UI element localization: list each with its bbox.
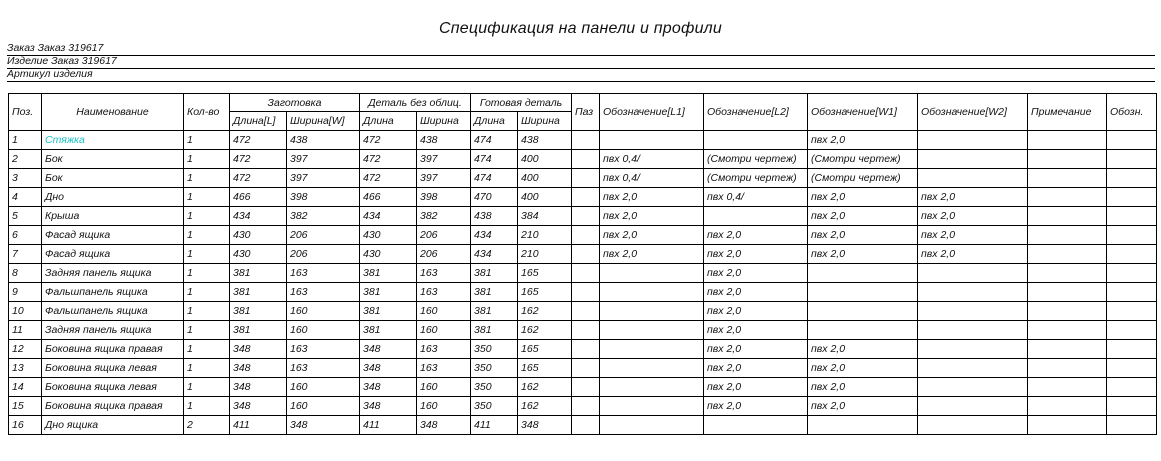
header-blank: Заготовка xyxy=(230,94,360,112)
cell-note xyxy=(1028,321,1107,340)
cell-w2 xyxy=(918,416,1028,435)
cell-finished-width: 162 xyxy=(518,321,572,340)
cell-l1 xyxy=(600,359,704,378)
header-blank-width: Ширина[W] xyxy=(287,112,360,131)
cell-qty: 1 xyxy=(184,131,230,150)
cell-name: Дно ящика xyxy=(42,416,184,435)
cell-l2: пвх 2,0 xyxy=(704,245,808,264)
cell-blank-width: 206 xyxy=(287,226,360,245)
cell-w2: пвх 2,0 xyxy=(918,188,1028,207)
cell-finished-length: 381 xyxy=(471,264,518,283)
cell-detail-length: 348 xyxy=(360,397,417,416)
header-blank-length: Длина[L] xyxy=(230,112,287,131)
header-pos: Поз. xyxy=(9,94,42,131)
cell-blank-width: 160 xyxy=(287,321,360,340)
cell-qty: 1 xyxy=(184,226,230,245)
cell-l2 xyxy=(704,207,808,226)
header-mark: Обозн. xyxy=(1107,94,1157,131)
cell-detail-width: 163 xyxy=(417,264,471,283)
product-label: Изделие Заказ 319617 xyxy=(7,55,117,67)
cell-blank-width: 206 xyxy=(287,245,360,264)
cell-finished-width: 165 xyxy=(518,283,572,302)
cell-mark xyxy=(1107,245,1157,264)
cell-blank-width: 397 xyxy=(287,169,360,188)
cell-w2 xyxy=(918,321,1028,340)
cell-detail-width: 397 xyxy=(417,150,471,169)
cell-blank-length: 348 xyxy=(230,359,287,378)
cell-finished-length: 474 xyxy=(471,169,518,188)
cell-qty: 1 xyxy=(184,188,230,207)
cell-finished-length: 350 xyxy=(471,340,518,359)
cell-finished-length: 381 xyxy=(471,302,518,321)
cell-note xyxy=(1028,226,1107,245)
cell-mark xyxy=(1107,150,1157,169)
cell-finished-width: 165 xyxy=(518,264,572,283)
cell-name: Бок xyxy=(42,169,184,188)
specification-table xyxy=(8,93,1157,435)
cell-note xyxy=(1028,188,1107,207)
cell-l1 xyxy=(600,416,704,435)
cell-l1 xyxy=(600,321,704,340)
cell-detail-width: 206 xyxy=(417,245,471,264)
table-row xyxy=(9,416,1157,435)
header-name: Наименование xyxy=(42,94,184,131)
header-l1: Обозначение[L1] xyxy=(600,94,704,131)
cell-blank-length: 381 xyxy=(230,302,287,321)
cell-groove xyxy=(572,378,600,397)
cell-note xyxy=(1028,169,1107,188)
cell-finished-width: 162 xyxy=(518,302,572,321)
cell-pos: 11 xyxy=(9,321,42,340)
cell-detail-width: 163 xyxy=(417,359,471,378)
cell-detail-width: 382 xyxy=(417,207,471,226)
cell-groove xyxy=(572,207,600,226)
header-note: Примечание xyxy=(1028,94,1107,131)
cell-groove xyxy=(572,359,600,378)
cell-qty: 1 xyxy=(184,264,230,283)
cell-mark xyxy=(1107,207,1157,226)
cell-note xyxy=(1028,283,1107,302)
cell-w1: пвх 2,0 xyxy=(808,226,918,245)
cell-mark xyxy=(1107,131,1157,150)
order-line xyxy=(7,42,1155,56)
cell-w2 xyxy=(918,378,1028,397)
cell-finished-width: 438 xyxy=(518,131,572,150)
cell-l1: пвх 0,4/ xyxy=(600,169,704,188)
cell-l1: пвх 2,0 xyxy=(600,245,704,264)
cell-detail-length: 430 xyxy=(360,226,417,245)
cell-w1: (Смотри чертеж) xyxy=(808,169,918,188)
cell-blank-width: 163 xyxy=(287,340,360,359)
cell-blank-width: 163 xyxy=(287,359,360,378)
cell-blank-width: 160 xyxy=(287,302,360,321)
header-w1: Обозначение[W1] xyxy=(808,94,918,131)
table-row xyxy=(9,207,1157,226)
cell-l2: (Смотри чертеж) xyxy=(704,169,808,188)
cell-finished-width: 400 xyxy=(518,150,572,169)
cell-blank-width: 160 xyxy=(287,378,360,397)
cell-pos: 6 xyxy=(9,226,42,245)
cell-detail-width: 397 xyxy=(417,169,471,188)
cell-pos: 5 xyxy=(9,207,42,226)
cell-pos: 13 xyxy=(9,359,42,378)
header-finished-width: Ширина xyxy=(518,112,572,131)
cell-finished-length: 350 xyxy=(471,397,518,416)
cell-finished-length: 434 xyxy=(471,245,518,264)
cell-l2: пвх 2,0 xyxy=(704,302,808,321)
cell-detail-length: 430 xyxy=(360,245,417,264)
cell-detail-length: 348 xyxy=(360,359,417,378)
header-finished-length: Длина xyxy=(471,112,518,131)
table-row xyxy=(9,359,1157,378)
header-groove: Паз xyxy=(572,94,600,131)
cell-finished-width: 210 xyxy=(518,245,572,264)
cell-w1 xyxy=(808,264,918,283)
cell-groove xyxy=(572,416,600,435)
cell-note xyxy=(1028,245,1107,264)
cell-finished-width: 400 xyxy=(518,169,572,188)
cell-l1: пвх 2,0 xyxy=(600,207,704,226)
cell-detail-length: 348 xyxy=(360,378,417,397)
cell-qty: 1 xyxy=(184,340,230,359)
cell-l1: пвх 0,4/ xyxy=(600,150,704,169)
cell-groove xyxy=(572,321,600,340)
cell-w2 xyxy=(918,169,1028,188)
cell-blank-length: 472 xyxy=(230,150,287,169)
cell-w1: пвх 2,0 xyxy=(808,188,918,207)
cell-w2 xyxy=(918,264,1028,283)
cell-name: Крыша xyxy=(42,207,184,226)
cell-groove xyxy=(572,188,600,207)
cell-blank-length: 381 xyxy=(230,264,287,283)
cell-name: Бок xyxy=(42,150,184,169)
cell-detail-width: 160 xyxy=(417,321,471,340)
cell-mark xyxy=(1107,397,1157,416)
cell-name: Фасад ящика xyxy=(42,226,184,245)
cell-qty: 1 xyxy=(184,397,230,416)
cell-mark xyxy=(1107,416,1157,435)
cell-groove xyxy=(572,245,600,264)
cell-finished-length: 474 xyxy=(471,131,518,150)
document-title: Спецификация на панели и профили xyxy=(439,20,722,37)
cell-note xyxy=(1028,302,1107,321)
cell-w1: пвх 2,0 xyxy=(808,207,918,226)
cell-note xyxy=(1028,131,1107,150)
header-detail-length: Длина xyxy=(360,112,417,131)
cell-finished-width: 162 xyxy=(518,397,572,416)
cell-mark xyxy=(1107,378,1157,397)
cell-l2: пвх 2,0 xyxy=(704,397,808,416)
cell-blank-length: 381 xyxy=(230,283,287,302)
cell-note xyxy=(1028,359,1107,378)
cell-w2 xyxy=(918,359,1028,378)
cell-blank-width: 163 xyxy=(287,264,360,283)
table-row xyxy=(9,283,1157,302)
cell-w1 xyxy=(808,283,918,302)
order-label: Заказ Заказ 319617 xyxy=(7,42,104,54)
cell-w2 xyxy=(918,283,1028,302)
cell-finished-width: 384 xyxy=(518,207,572,226)
cell-mark xyxy=(1107,283,1157,302)
cell-w2 xyxy=(918,150,1028,169)
cell-mark xyxy=(1107,302,1157,321)
cell-groove xyxy=(572,226,600,245)
cell-pos: 14 xyxy=(9,378,42,397)
cell-w1 xyxy=(808,321,918,340)
cell-groove xyxy=(572,397,600,416)
header-qty: Кол-во xyxy=(184,94,230,131)
cell-detail-length: 472 xyxy=(360,150,417,169)
cell-detail-length: 381 xyxy=(360,283,417,302)
cell-detail-width: 398 xyxy=(417,188,471,207)
cell-blank-width: 398 xyxy=(287,188,360,207)
cell-l1: пвх 2,0 xyxy=(600,188,704,207)
cell-finished-length: 438 xyxy=(471,207,518,226)
cell-w2: пвх 2,0 xyxy=(918,207,1028,226)
cell-finished-length: 350 xyxy=(471,359,518,378)
cell-qty: 2 xyxy=(184,416,230,435)
table-row xyxy=(9,340,1157,359)
cell-finished-length: 434 xyxy=(471,226,518,245)
cell-detail-length: 348 xyxy=(360,340,417,359)
cell-w2 xyxy=(918,131,1028,150)
cell-qty: 1 xyxy=(184,359,230,378)
cell-blank-width: 397 xyxy=(287,150,360,169)
cell-l1 xyxy=(600,283,704,302)
table-row xyxy=(9,321,1157,340)
cell-name: Фальшпанель ящика xyxy=(42,302,184,321)
cell-blank-length: 348 xyxy=(230,378,287,397)
cell-w2 xyxy=(918,340,1028,359)
cell-name-link[interactable]: Стяжка xyxy=(42,131,184,150)
cell-l2: пвх 2,0 xyxy=(704,283,808,302)
cell-note xyxy=(1028,397,1107,416)
cell-pos: 9 xyxy=(9,283,42,302)
table-row xyxy=(9,302,1157,321)
cell-l2: пвх 0,4/ xyxy=(704,188,808,207)
cell-pos: 12 xyxy=(9,340,42,359)
cell-mark xyxy=(1107,340,1157,359)
cell-blank-length: 430 xyxy=(230,226,287,245)
cell-blank-length: 430 xyxy=(230,245,287,264)
cell-groove xyxy=(572,150,600,169)
cell-blank-length: 466 xyxy=(230,188,287,207)
cell-detail-width: 160 xyxy=(417,302,471,321)
cell-blank-length: 472 xyxy=(230,169,287,188)
cell-blank-length: 411 xyxy=(230,416,287,435)
cell-detail-length: 472 xyxy=(360,169,417,188)
table-row xyxy=(9,169,1157,188)
cell-l1 xyxy=(600,302,704,321)
cell-l1 xyxy=(600,340,704,359)
cell-w1: пвх 2,0 xyxy=(808,378,918,397)
cell-finished-length: 474 xyxy=(471,150,518,169)
cell-blank-length: 348 xyxy=(230,397,287,416)
cell-pos: 10 xyxy=(9,302,42,321)
cell-note xyxy=(1028,207,1107,226)
cell-pos: 7 xyxy=(9,245,42,264)
cell-l2 xyxy=(704,416,808,435)
cell-detail-width: 160 xyxy=(417,397,471,416)
cell-w1: пвх 2,0 xyxy=(808,359,918,378)
cell-name: Дно xyxy=(42,188,184,207)
cell-blank-width: 438 xyxy=(287,131,360,150)
cell-w2: пвх 2,0 xyxy=(918,226,1028,245)
cell-l2: пвх 2,0 xyxy=(704,378,808,397)
cell-l2: пвх 2,0 xyxy=(704,226,808,245)
cell-finished-length: 411 xyxy=(471,416,518,435)
cell-w1: пвх 2,0 xyxy=(808,340,918,359)
cell-pos: 2 xyxy=(9,150,42,169)
cell-l2: пвх 2,0 xyxy=(704,321,808,340)
cell-qty: 1 xyxy=(184,245,230,264)
cell-detail-length: 466 xyxy=(360,188,417,207)
cell-finished-width: 348 xyxy=(518,416,572,435)
cell-groove xyxy=(572,340,600,359)
cell-name: Боковина ящика правая xyxy=(42,340,184,359)
cell-w1 xyxy=(808,302,918,321)
cell-w2 xyxy=(918,302,1028,321)
table-row xyxy=(9,264,1157,283)
cell-pos: 8 xyxy=(9,264,42,283)
cell-name: Задняя панель ящика xyxy=(42,264,184,283)
cell-blank-length: 348 xyxy=(230,340,287,359)
cell-finished-length: 470 xyxy=(471,188,518,207)
header-finished: Готовая деталь xyxy=(471,94,572,112)
cell-detail-width: 438 xyxy=(417,131,471,150)
cell-finished-width: 210 xyxy=(518,226,572,245)
cell-pos: 16 xyxy=(9,416,42,435)
cell-blank-length: 434 xyxy=(230,207,287,226)
cell-finished-width: 162 xyxy=(518,378,572,397)
cell-blank-width: 160 xyxy=(287,397,360,416)
cell-detail-width: 160 xyxy=(417,378,471,397)
header-detail: Деталь без облиц. xyxy=(360,94,471,112)
cell-detail-width: 163 xyxy=(417,340,471,359)
article-label: Артикул изделия xyxy=(7,68,93,80)
cell-finished-width: 400 xyxy=(518,188,572,207)
table-row xyxy=(9,378,1157,397)
cell-groove xyxy=(572,283,600,302)
cell-w1 xyxy=(808,416,918,435)
cell-blank-width: 163 xyxy=(287,283,360,302)
table-row xyxy=(9,226,1157,245)
cell-l1 xyxy=(600,397,704,416)
cell-l2: (Смотри чертеж) xyxy=(704,150,808,169)
cell-w1: пвх 2,0 xyxy=(808,131,918,150)
cell-finished-width: 165 xyxy=(518,359,572,378)
cell-qty: 1 xyxy=(184,302,230,321)
cell-w1: пвх 2,0 xyxy=(808,245,918,264)
cell-qty: 1 xyxy=(184,150,230,169)
cell-finished-length: 381 xyxy=(471,321,518,340)
cell-finished-width: 165 xyxy=(518,340,572,359)
table-row xyxy=(9,150,1157,169)
cell-mark xyxy=(1107,359,1157,378)
cell-groove xyxy=(572,131,600,150)
article-line xyxy=(7,68,1155,82)
header-detail-width: Ширина xyxy=(417,112,471,131)
cell-l1 xyxy=(600,131,704,150)
cell-note xyxy=(1028,150,1107,169)
cell-qty: 1 xyxy=(184,207,230,226)
cell-blank-width: 348 xyxy=(287,416,360,435)
cell-w1: пвх 2,0 xyxy=(808,397,918,416)
cell-w2 xyxy=(918,397,1028,416)
cell-note xyxy=(1028,264,1107,283)
cell-detail-width: 206 xyxy=(417,226,471,245)
cell-blank-length: 472 xyxy=(230,131,287,150)
cell-l2: пвх 2,0 xyxy=(704,340,808,359)
cell-l2: пвх 2,0 xyxy=(704,359,808,378)
cell-note xyxy=(1028,378,1107,397)
cell-pos: 1 xyxy=(9,131,42,150)
cell-groove xyxy=(572,264,600,283)
cell-detail-length: 381 xyxy=(360,264,417,283)
cell-mark xyxy=(1107,169,1157,188)
cell-mark xyxy=(1107,188,1157,207)
cell-finished-length: 381 xyxy=(471,283,518,302)
table-row xyxy=(9,245,1157,264)
cell-detail-length: 381 xyxy=(360,302,417,321)
product-line xyxy=(7,55,1155,69)
cell-mark xyxy=(1107,321,1157,340)
cell-l1 xyxy=(600,378,704,397)
cell-name: Задняя панель ящика xyxy=(42,321,184,340)
cell-qty: 1 xyxy=(184,378,230,397)
cell-note xyxy=(1028,340,1107,359)
cell-l1: пвх 2,0 xyxy=(600,226,704,245)
header-w2: Обозначение[W2] xyxy=(918,94,1028,131)
cell-finished-length: 350 xyxy=(471,378,518,397)
cell-name: Фасад ящика xyxy=(42,245,184,264)
cell-qty: 1 xyxy=(184,321,230,340)
table-row xyxy=(9,397,1157,416)
table-row xyxy=(9,188,1157,207)
cell-pos: 4 xyxy=(9,188,42,207)
cell-detail-length: 434 xyxy=(360,207,417,226)
cell-qty: 1 xyxy=(184,283,230,302)
cell-name: Боковина ящика левая xyxy=(42,359,184,378)
cell-mark xyxy=(1107,264,1157,283)
cell-detail-width: 348 xyxy=(417,416,471,435)
cell-detail-width: 163 xyxy=(417,283,471,302)
cell-name: Фальшпанель ящика xyxy=(42,283,184,302)
cell-l2 xyxy=(704,131,808,150)
cell-groove xyxy=(572,302,600,321)
cell-blank-length: 381 xyxy=(230,321,287,340)
cell-mark xyxy=(1107,226,1157,245)
cell-groove xyxy=(572,169,600,188)
header-l2: Обозначение[L2] xyxy=(704,94,808,131)
cell-detail-length: 411 xyxy=(360,416,417,435)
table-row xyxy=(9,131,1157,150)
cell-detail-length: 381 xyxy=(360,321,417,340)
cell-qty: 1 xyxy=(184,169,230,188)
cell-pos: 15 xyxy=(9,397,42,416)
cell-pos: 3 xyxy=(9,169,42,188)
cell-note xyxy=(1028,416,1107,435)
cell-detail-length: 472 xyxy=(360,131,417,150)
cell-w1: (Смотри чертеж) xyxy=(808,150,918,169)
cell-w2: пвх 2,0 xyxy=(918,245,1028,264)
cell-blank-width: 382 xyxy=(287,207,360,226)
cell-l1 xyxy=(600,264,704,283)
cell-l2: пвх 2,0 xyxy=(704,264,808,283)
cell-name: Боковина ящика правая xyxy=(42,397,184,416)
cell-name: Боковина ящика левая xyxy=(42,378,184,397)
